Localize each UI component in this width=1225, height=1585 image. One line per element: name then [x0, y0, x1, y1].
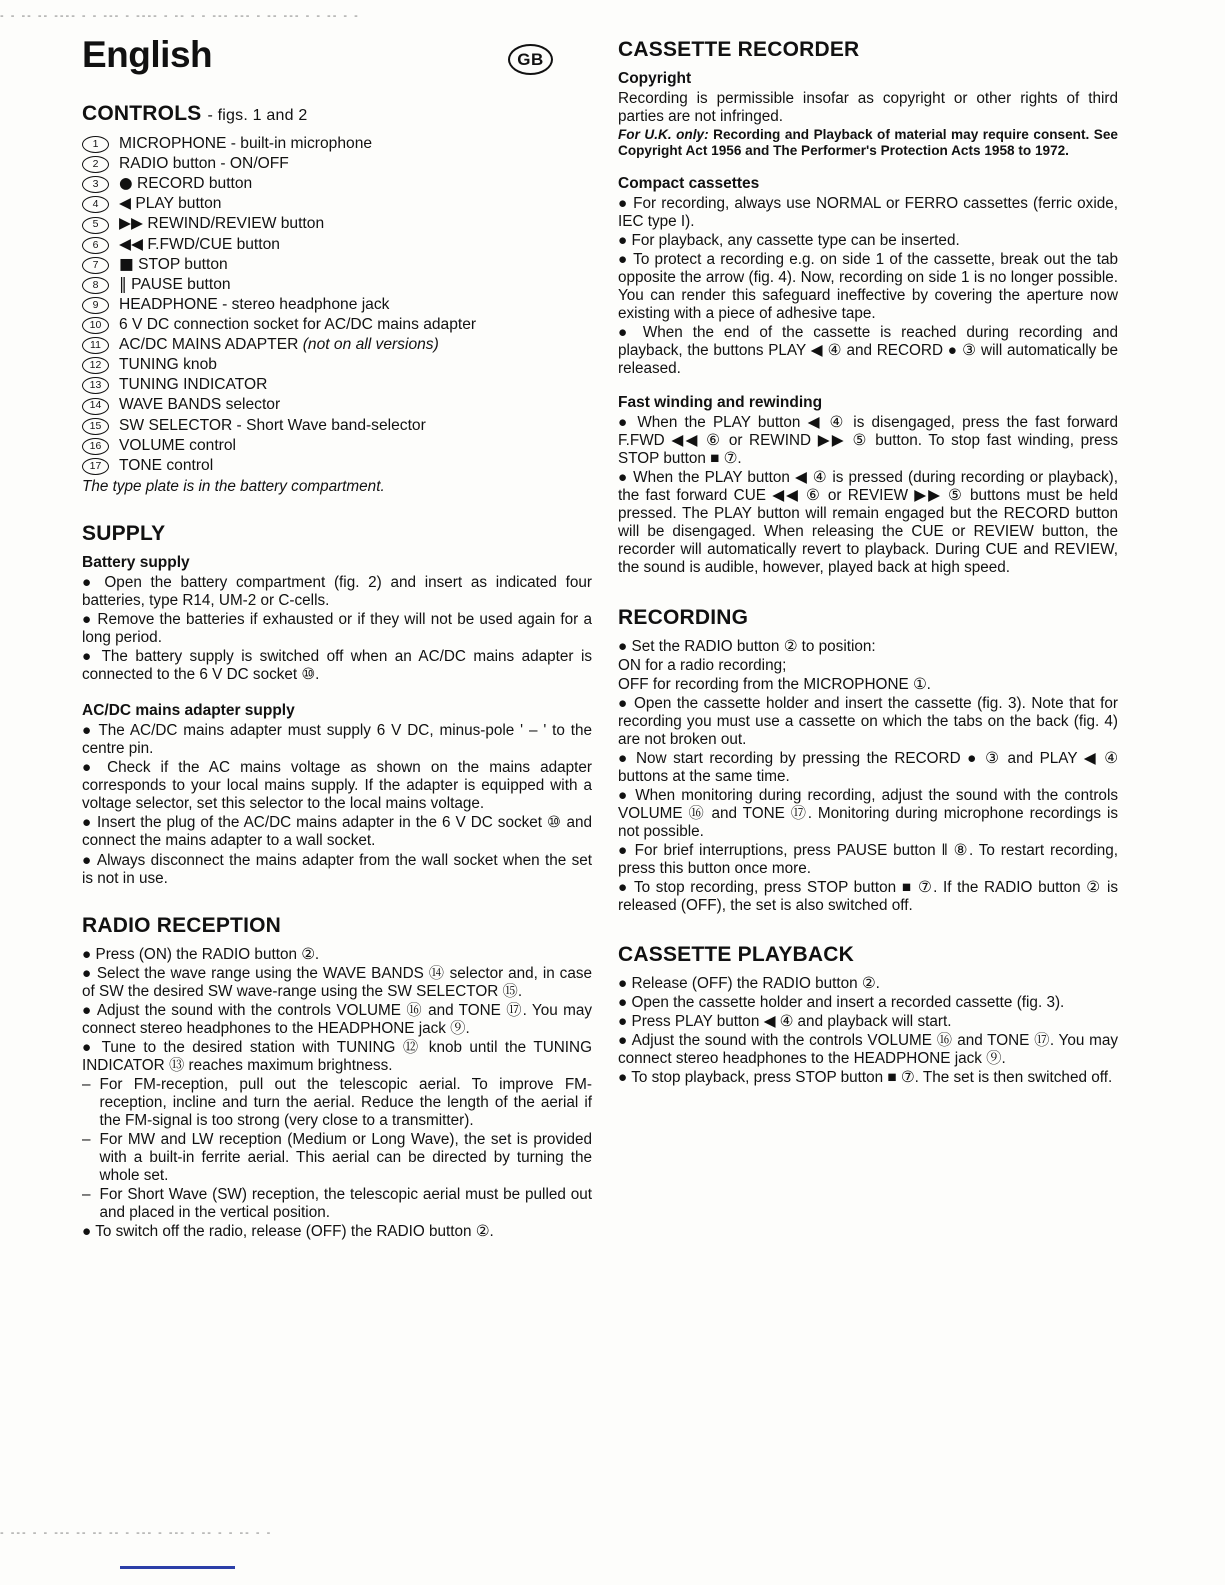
paragraph: ● To switch off the radio, release (OFF) the RADIO button ②. [82, 1223, 494, 1241]
list-item [82, 395, 592, 415]
control-label: 6 V DC connection socket for AC/DC mains adapter [119, 315, 477, 333]
control-label: REWIND/REVIEW button [147, 215, 325, 233]
control-label: TONE control [119, 456, 214, 474]
adapter-supply-heading: AC/DC mains adapter supply [82, 702, 295, 720]
paragraph: ● Open the cassette holder and insert the cassette (fig. 3). Note that for recording you must use a cassette on which the tabs on the back (fig. 4) are not broken out. [618, 694, 1118, 748]
fast-forward-icon: ◀◀ [119, 234, 143, 253]
list-item [82, 436, 592, 456]
paragraph: OFF for recording from the MICROPHONE ①. [618, 675, 931, 693]
compact-cassettes-heading: Compact cassettes [618, 174, 760, 192]
list-item [82, 1131, 592, 1185]
controls-heading [82, 102, 592, 126]
paragraph: ● Now start recording by pressing the RECORD ● ③ and PLAY ◀ ④ buttons at the same time. [618, 749, 1119, 785]
control-label: F.FWD/CUE button [147, 235, 280, 253]
control-number: 2 [82, 156, 109, 173]
control-label-note: (not on all versions) [302, 336, 439, 354]
right-column [618, 34, 1118, 1261]
battery-supply-heading: Battery supply [82, 553, 190, 571]
list-item [82, 295, 592, 315]
paragraph: ● Open the cassette holder and insert a recorded cassette (fig. 3). [618, 994, 1065, 1012]
list-item [82, 416, 592, 436]
control-label: TUNING INDICATOR [119, 376, 268, 394]
paragraph: ● Remove the batteries if exhausted or if they will not be used again for a long period. [82, 611, 592, 647]
list-item [82, 456, 592, 476]
dash-marker: – [82, 1075, 91, 1093]
control-number: 1 [82, 136, 109, 153]
uk-note-text: Recording and Playback of material may require consent. See Copyright Act 1956 and The Performer's Protection Acts 1958 to 1972. [618, 127, 1118, 158]
controls-list [82, 134, 592, 476]
control-label: PAUSE button [131, 275, 231, 293]
cassette-playback-heading: CASSETTE PLAYBACK [618, 943, 854, 967]
dash-marker: – [82, 1131, 91, 1149]
scan-artifact-line [120, 1566, 235, 1569]
list-item [82, 355, 592, 375]
control-number: 13 [82, 377, 109, 394]
paragraph: ● For playback, any cassette type can be inserted. [618, 231, 960, 249]
list-item [82, 255, 592, 275]
control-label: WAVE BANDS selector [119, 396, 281, 414]
type-plate-note: The type plate is in the battery compartment. [82, 477, 385, 495]
list-item [82, 194, 592, 214]
stop-icon: ■ [119, 254, 134, 273]
control-number: 16 [82, 438, 109, 455]
dash-marker: – [82, 1186, 91, 1204]
copyright-heading: Copyright [618, 70, 692, 87]
cassette-playback-body [618, 975, 1118, 1087]
recording-body [618, 638, 1118, 916]
paragraph: ● When monitoring during recording, adjust the sound with the controls VOLUME ⑯ and TONE ⑰. Monitoring during microphone recordings is not possible. [618, 786, 1118, 840]
list-item [82, 214, 592, 234]
left-column [82, 34, 592, 1261]
control-number: 10 [82, 317, 109, 334]
list-item [82, 315, 592, 335]
supply-heading: SUPPLY [82, 521, 166, 545]
paragraph: ● Select the wave range using the WAVE BANDS ⑭ selector and, in case of SW the desired SW wave-range using the SW SELECTOR ⑮. [82, 964, 592, 1000]
paragraph: ● When the end of the cassette is reached during recording and playback, the buttons PLAY ◀ ④ and RECORD ● ③ will automatically be released. [618, 323, 1118, 378]
supply-section [82, 522, 592, 888]
paragraph: ● Adjust the sound with the controls VOLUME ⑯ and TONE ⑰. You may connect stereo headphones to the HEADPHONE jack ⑨. [82, 1001, 592, 1037]
paragraph: For Short Wave (SW) reception, the telescopic aerial must be pulled out and placed in the vertical position. [99, 1186, 592, 1222]
page-title: English [82, 34, 213, 75]
control-number: 15 [82, 418, 109, 435]
cassette-recorder-heading: CASSETTE RECORDER [618, 38, 860, 61]
control-number: 12 [82, 357, 109, 374]
paragraph: ● Set the RADIO button ② to position: [618, 637, 876, 655]
paragraph: ● To protect a recording e.g. on side 1 of the cassette, break out the tab opposite the arrow (fig. 4). Now, recording on side 1 is no longer possible. You can render this safeguard ineffective by covering the aperture now existing with a piece of adhesive tape. [618, 250, 1118, 322]
paragraph: ● Adjust the sound with the controls VOLUME ⑯ and TONE ⑰. You may connect stereo headphones to the HEADPHONE jack ⑨. [618, 1032, 1118, 1068]
control-number: 17 [82, 458, 109, 475]
control-number: 14 [82, 398, 109, 415]
paragraph: ● When the PLAY button ◀ ④ is pressed (during recording or playback), the fast forward CUE ◀◀ ⑥ or REVIEW ▶▶ ⑤ buttons must be held pressed. The PLAY button will remain engaged but the RECORD button will be disengaged. When releasing the CUE or REVIEW button, the recorder will automatically revert to playback. During CUE and REVIEW, the sound is audible, however, played back at high speed. [618, 469, 1118, 577]
paragraph: ● To stop recording, press STOP button ■ ⑦. If the RADIO button ② is released (OFF), the set is also switched off. [618, 879, 1118, 915]
control-number: 5 [82, 217, 109, 234]
controls-heading-sub: - figs. 1 and 2 [207, 107, 308, 124]
fast-winding-heading: Fast winding and rewinding [618, 394, 823, 412]
list-item [82, 275, 592, 295]
control-number: 6 [82, 237, 109, 254]
radio-reception-heading: RADIO RECEPTION [82, 913, 282, 937]
control-number: 4 [82, 196, 109, 213]
paragraph: Recording is permissible insofar as copyright or other rights of third parties are not infringed. [618, 90, 1118, 126]
paragraph: ● For brief interruptions, press PAUSE button ‖ ⑧. To restart recording, press this button once more. [618, 842, 1118, 878]
paragraph: ● To stop playback, press STOP button ■ ⑦. The set is then switched off. [618, 1069, 1113, 1087]
scan-artifact-bottom: - --- - - --- -- -- -- - --- - --- - -- - - -- - - [0, 1527, 273, 1539]
control-label: AC/DC MAINS ADAPTER (not on all versions) [119, 336, 439, 354]
control-label: RADIO button - ON/OFF [119, 155, 289, 173]
paragraph: For MW and LW reception (Medium or Long Wave), the set is provided with a built-in ferrite aerial. This aerial can be directed by turning the whole set. [99, 1131, 592, 1185]
paragraph: ● The AC/DC mains adapter must supply 6 V DC, minus-pole ' – ' to the centre pin. [82, 722, 592, 758]
control-label: SW SELECTOR - Short Wave band-selector [119, 416, 426, 434]
list-item [82, 1186, 592, 1222]
compact-cassettes-body [618, 195, 1118, 378]
paragraph: ● Check if the AC mains voltage as shown on the mains adapter corresponds to your local mains supply. If the adapter is equipped with a voltage selector, set this selector to the local mains voltage. [82, 759, 592, 813]
control-label: RECORD button [136, 175, 253, 193]
control-label: VOLUME control [119, 436, 236, 454]
controls-heading-text: CONTROLS [82, 102, 202, 125]
list-item [82, 174, 592, 194]
list-item [82, 235, 592, 255]
list-item [82, 154, 592, 174]
control-label: PLAY button [135, 195, 222, 213]
recording-heading: RECORDING [618, 605, 749, 629]
control-number: 11 [82, 337, 109, 354]
paragraph: ● Release (OFF) the RADIO button ②. [618, 975, 880, 993]
uk-note-label: For U.K. only: [618, 127, 709, 143]
control-number: 3 [82, 176, 109, 193]
paragraph: ● Always disconnect the mains adapter from the wall socket when the set is not in use. [82, 851, 592, 887]
uk-copyright-note [618, 127, 1118, 159]
rewind-icon: ▶▶ [119, 214, 143, 233]
radio-reception-section [82, 914, 592, 1242]
paragraph: ● Insert the plug of the AC/DC mains adapter in the 6 V DC socket ⑩ and connect the mains adapter to a wall socket. [82, 814, 592, 850]
paragraph: ● For recording, always use NORMAL or FERRO cassettes (ferric oxide, IEC type I). [618, 194, 1118, 230]
paragraph: ON for a radio recording; [618, 656, 787, 674]
paragraph: For FM-reception, pull out the telescopic aerial. To improve FM-reception, incline and turn the aerial. Reduce the length of the aerial if the FM-signal is too strong (very close to a transmitter). [99, 1075, 592, 1130]
page-columns [82, 34, 1147, 1261]
country-badge: GB [508, 44, 553, 75]
control-number: 9 [82, 297, 109, 314]
control-label: STOP button [138, 255, 228, 273]
play-icon: ◀ [119, 194, 131, 213]
control-number: 7 [82, 257, 109, 274]
control-label: MICROPHONE - built-in microphone [119, 135, 373, 152]
paragraph: ● Open the battery compartment (fig. 2) and insert as indicated four batteries, type R14, UM-2 or C-cells. [82, 573, 592, 609]
record-icon: ● [119, 174, 133, 193]
scan-artifact-top: - - -- -- ---- - - --- - ---- - -- - - --- --- - -- --- - - -- - - [0, 10, 360, 22]
battery-supply-body [82, 574, 592, 684]
control-label: HEADPHONE - stereo headphone jack [119, 295, 390, 313]
paragraph: ● When the PLAY button ◀ ④ is disengaged, press the fast forward F.FWD ◀◀ ⑥ or REWIND ▶▶ ⑤ button. To stop fast winding, press STOP button ■ ⑦. [618, 414, 1118, 468]
control-number: 8 [82, 277, 109, 294]
radio-reception-body [82, 946, 592, 1242]
paragraph: ● Tune to the desired station with TUNING ⑫ knob until the TUNING INDICATOR ⑬ reaches maximum brightness. [82, 1038, 592, 1074]
control-label: TUNING knob [119, 356, 217, 374]
adapter-supply-body [82, 722, 592, 887]
list-item [82, 1076, 592, 1130]
list-item [82, 375, 592, 395]
list-item [82, 134, 592, 154]
list-item [82, 335, 592, 355]
paragraph: ● Press (ON) the RADIO button ②. [82, 945, 320, 963]
paragraph: ● The battery supply is switched off when an AC/DC mains adapter is connected to the 6 V DC socket ⑩. [82, 648, 592, 684]
paragraph: ● Press PLAY button ◀ ④ and playback will start. [618, 1013, 952, 1031]
controls-section [82, 102, 592, 496]
pause-icon: ‖ [119, 274, 127, 293]
fast-winding-body [618, 414, 1118, 577]
